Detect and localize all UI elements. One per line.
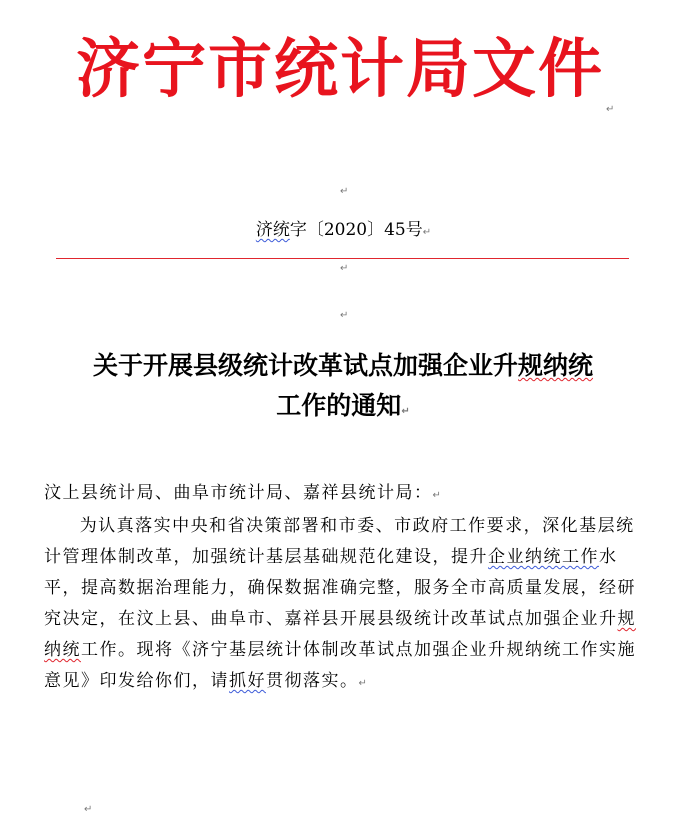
notice-title-text: 关于开展县级统计改革试点加强企业升 — [92, 351, 518, 380]
paragraph-mark: ↵ — [401, 406, 410, 417]
document-header-title: 济宁市统计局文件 — [76, 32, 604, 107]
paragraph-mark: ↵ — [340, 310, 349, 321]
document-number — [0, 218, 687, 245]
body-text-flagged: 企业纳统工作 — [488, 547, 599, 567]
salutation-text: 汶上县统计局、曲阜市统计局、嘉祥县统计局： — [44, 483, 433, 503]
document-body — [44, 478, 642, 699]
paragraph-mark: ↵ — [432, 490, 441, 501]
body-text-flagged: 规纳统 — [44, 609, 636, 660]
body-text-flagged: 抓好 — [229, 671, 266, 691]
paragraph-mark: ↵ — [340, 263, 349, 274]
body-text-segment: 为认真落实中央和省决策部署和市委、市政府工作要求，深化基层统计管理体制改革，加强统计基层基础规范化建设，提升 — [44, 516, 635, 567]
body-paragraph — [44, 511, 642, 699]
paragraph-mark: ↵ — [422, 227, 432, 238]
body-text-segment: 水平，提高数据治理能力，确保数据准确完整，服务全市高质量发展，经研究决定，在汶上县、曲阜市、嘉祥县开展县级统计改革试点加强企业升 — [44, 547, 636, 629]
salutation — [44, 478, 642, 511]
notice-title-text-flagged: 规纳统 — [518, 351, 594, 380]
notice-title-text: 工作的通知 — [276, 391, 402, 420]
paragraph-mark: ↵ — [358, 678, 367, 689]
paragraph-mark: ↵ — [606, 104, 615, 115]
paragraph-mark: ↵ — [340, 186, 349, 197]
doc-number-prefix: 济统 — [255, 220, 290, 240]
body-text-segment: 贯彻落实。 — [266, 671, 359, 691]
notice-title — [40, 346, 646, 432]
body-text-segment: 工作。现将《济宁基层统计体制改革试点加强企业升规纳统工作实施意见》印发给你们，请 — [44, 640, 636, 691]
notice-title-line-2 — [40, 386, 646, 432]
paragraph-mark: ↵ — [84, 804, 93, 815]
notice-title-line-1 — [40, 346, 646, 386]
red-header-divider — [56, 258, 629, 259]
doc-number-rest: 字〔2020〕45号 — [289, 220, 423, 240]
